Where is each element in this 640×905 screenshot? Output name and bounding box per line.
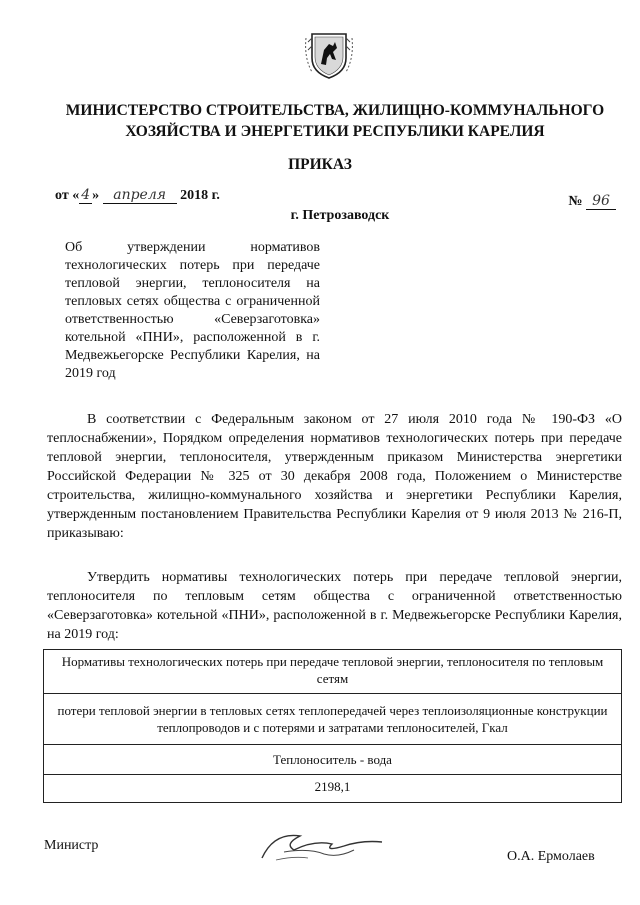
order-date — [55, 187, 220, 204]
table-carrier-cell: Теплоноситель - вода — [44, 745, 622, 775]
ministry-name-line1: МИНИСТЕРСТВО СТРОИТЕЛЬСТВА, ЖИЛИЩНО-КОММУНАЛЬНОГО — [65, 102, 605, 119]
document-title: ПРИКАЗ — [288, 156, 352, 173]
date-prefix: от « — [55, 188, 80, 203]
table-row — [44, 650, 622, 694]
order-subject: Об утверждении нормативов технологических потерь при передаче тепловой энергии, теплоносителя на тепловых сетях общества с ограниченной ответственностью «Северзаготовка» котельной «ПНИ», расположенной в г. Медвежьегорске Республики Карелия, на 2019 год — [65, 240, 320, 381]
table-losses-cell: потери тепловой энергии в тепловых сетях теплопередачей через теплоизоляционные конструкции теплопроводов и с потерями и затратами теплоносителей, Гкал — [44, 694, 622, 745]
ministry-name — [40, 100, 630, 142]
date-month: апреля — [103, 187, 177, 204]
body-paragraph-1: В соответствии с Федеральным законом от 27 июля 2010 года № 190-ФЗ «О теплоснабжении», Порядком определения нормативов технологических потерь при передаче тепловой энергии, теплоносителя, утвержденным приказом Министерства энергетики Российской Федерации № 325 от 30 декабря 2008 года, Положением о Министерстве строительства, жилищно-коммунального хозяйства и энергетики Республики Карелия, утвержденным постановлением Правительства Республики Карелия от 9 июля 2013 № 216-П, приказываю: — [47, 412, 622, 541]
signatory-name: О.А. Ермолаев — [507, 849, 595, 864]
norms-table — [43, 649, 622, 803]
date-mid: » — [92, 188, 103, 203]
handwritten-signature — [254, 822, 389, 866]
table-row — [44, 694, 622, 745]
number-value: 96 — [586, 193, 616, 210]
body-paragraph-2: Утвердить нормативы технологических потерь при передаче тепловой энергии, теплоносителя по тепловым сетям общества с ограниченной ответственностью «Северзаготовка» котельной «ПНИ», расположенной в г. Медвежьегорске Республики Карелия, на 2019 год: — [47, 570, 622, 642]
date-year: 2018 г. — [180, 188, 220, 203]
table-row — [44, 775, 622, 803]
date-day: 4 — [81, 187, 91, 203]
number-prefix: № — [568, 194, 583, 209]
city: г. Петрозаводск — [290, 208, 390, 223]
table-value-cell: 2198,1 — [44, 775, 622, 803]
table-row — [44, 745, 622, 775]
karelia-coat-of-arms-icon — [302, 28, 356, 80]
ministry-name-line2: ХОЗЯЙСТВА И ЭНЕРГЕТИКИ РЕСПУБЛИКИ КАРЕЛИЯ — [125, 123, 545, 140]
signatory-position: Министр — [44, 838, 99, 853]
table-header-cell: Нормативы технологических потерь при передаче тепловой энергии, теплоносителя по тепловым сетям — [44, 650, 622, 694]
